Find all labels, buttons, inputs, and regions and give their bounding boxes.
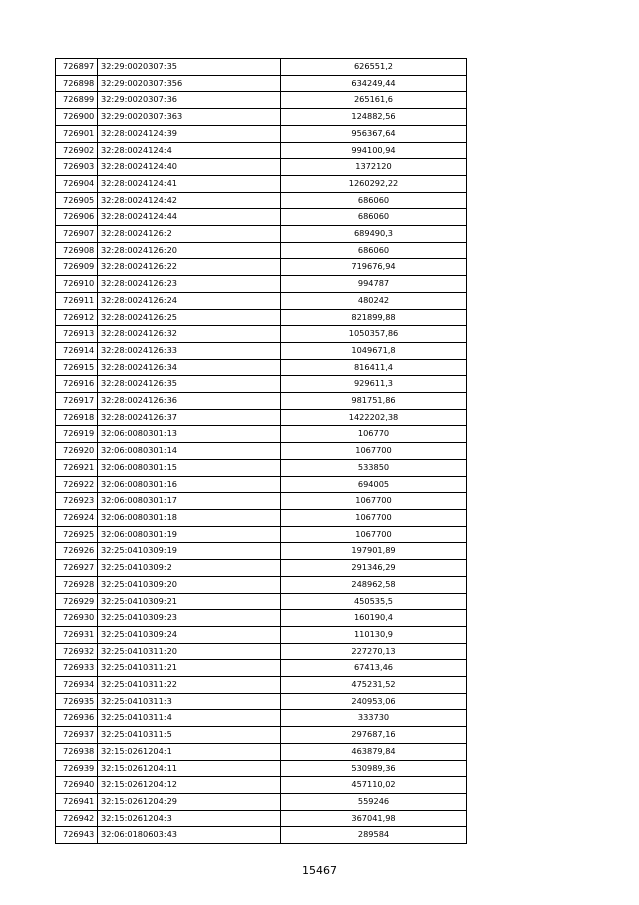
table-row: [56, 326, 467, 343]
table-row: [56, 777, 467, 794]
table-row: [56, 760, 467, 777]
table-row: [56, 710, 467, 727]
table-row: [56, 125, 467, 142]
cadastral-value-cell: 291346,29: [281, 560, 467, 577]
row-number-cell: 726929: [56, 593, 98, 610]
cadastral-number-cell: 32:28:0024126:36: [98, 393, 281, 410]
cadastral-number-cell: 32:06:0080301:18: [98, 509, 281, 526]
cadastral-number-cell: 32:28:0024124:41: [98, 175, 281, 192]
table-row: [56, 309, 467, 326]
cadastral-value-cell: 197901,89: [281, 543, 467, 560]
row-number-cell: 726926: [56, 543, 98, 560]
row-number-cell: 726905: [56, 192, 98, 209]
cadastral-number-cell: 32:29:0020307:35: [98, 59, 281, 76]
cadastral-value-cell: 1049671,8: [281, 342, 467, 359]
table-row: [56, 727, 467, 744]
cadastral-number-cell: 32:25:0410309:19: [98, 543, 281, 560]
row-number-cell: 726921: [56, 459, 98, 476]
cadastral-value-cell: 686060: [281, 242, 467, 259]
row-number-cell: 726902: [56, 142, 98, 159]
cadastral-value-cell: 929611,3: [281, 376, 467, 393]
table-row: [56, 226, 467, 243]
cadastral-value-cell: 265161,6: [281, 92, 467, 109]
row-number-cell: 726923: [56, 493, 98, 510]
table-row: [56, 660, 467, 677]
table-row: [56, 643, 467, 660]
cadastral-number-cell: 32:28:0024126:22: [98, 259, 281, 276]
cadastral-number-cell: 32:06:0080301:14: [98, 443, 281, 460]
cadastral-value-cell: 240953,06: [281, 693, 467, 710]
cadastral-value-cell: 1050357,86: [281, 326, 467, 343]
row-number-cell: 726922: [56, 476, 98, 493]
cadastral-value-cell: 1372120: [281, 159, 467, 176]
cadastral-value-cell: 67413,46: [281, 660, 467, 677]
row-number-cell: 726901: [56, 125, 98, 142]
cadastral-number-cell: 32:28:0024126:23: [98, 276, 281, 293]
table-row: [56, 59, 467, 76]
row-number-cell: 726942: [56, 810, 98, 827]
cadastral-value-cell: 463879,84: [281, 743, 467, 760]
table-row: [56, 509, 467, 526]
row-number-cell: 726911: [56, 292, 98, 309]
cadastral-value-cell: 530989,36: [281, 760, 467, 777]
table-row: [56, 827, 467, 844]
table-row: [56, 743, 467, 760]
cadastral-number-cell: 32:28:0024126:35: [98, 376, 281, 393]
table-row: [56, 242, 467, 259]
row-number-cell: 726913: [56, 326, 98, 343]
table-row: [56, 677, 467, 694]
row-number-cell: 726928: [56, 576, 98, 593]
table-row: [56, 810, 467, 827]
cadastral-number-cell: 32:29:0020307:36: [98, 92, 281, 109]
row-number-cell: 726907: [56, 226, 98, 243]
row-number-cell: 726904: [56, 175, 98, 192]
table-row: [56, 292, 467, 309]
table-row: [56, 576, 467, 593]
cadastral-number-cell: 32:25:0410311:21: [98, 660, 281, 677]
cadastral-number-cell: 32:28:0024126:24: [98, 292, 281, 309]
table-row: [56, 693, 467, 710]
row-number-cell: 726916: [56, 376, 98, 393]
cadastral-number-cell: 32:25:0410309:21: [98, 593, 281, 610]
cadastral-value-cell: 994100,94: [281, 142, 467, 159]
cadastral-number-cell: 32:25:0410309:23: [98, 610, 281, 627]
cadastral-number-cell: 32:28:0024124:4: [98, 142, 281, 159]
table-row: [56, 259, 467, 276]
cadastral-value-cell: 1260292,22: [281, 175, 467, 192]
cadastral-value-cell: 694005: [281, 476, 467, 493]
cadastral-number-cell: 32:06:0080301:19: [98, 526, 281, 543]
cadastral-value-cell: 248962,58: [281, 576, 467, 593]
table-row: [56, 75, 467, 92]
cadastral-number-cell: 32:28:0024124:39: [98, 125, 281, 142]
cadastral-value-cell: 981751,86: [281, 393, 467, 410]
row-number-cell: 726941: [56, 793, 98, 810]
cadastral-number-cell: 32:25:0410309:2: [98, 560, 281, 577]
row-number-cell: 726900: [56, 109, 98, 126]
row-number-cell: 726940: [56, 777, 98, 794]
cadastral-number-cell: 32:28:0024124:42: [98, 192, 281, 209]
cadastral-value-cell: 816411,4: [281, 359, 467, 376]
table-row: [56, 543, 467, 560]
cadastral-value-cell: 686060: [281, 209, 467, 226]
table-row: [56, 209, 467, 226]
cadastral-number-cell: 32:29:0020307:363: [98, 109, 281, 126]
cadastral-number-cell: 32:25:0410311:5: [98, 727, 281, 744]
table-row: [56, 526, 467, 543]
cadastral-value-cell: 1067700: [281, 443, 467, 460]
table-row: [56, 560, 467, 577]
cadastral-number-cell: 32:25:0410311:22: [98, 677, 281, 694]
row-number-cell: 726906: [56, 209, 98, 226]
cadastral-number-cell: 32:15:0261204:12: [98, 777, 281, 794]
table-row: [56, 109, 467, 126]
row-number-cell: 726912: [56, 309, 98, 326]
cadastral-number-cell: 32:28:0024126:32: [98, 326, 281, 343]
cadastral-value-cell: 450535,5: [281, 593, 467, 610]
cadastral-number-cell: 32:25:0410311:3: [98, 693, 281, 710]
cadastral-value-cell: 719676,94: [281, 259, 467, 276]
cadastral-number-cell: 32:25:0410309:20: [98, 576, 281, 593]
table-row: [56, 409, 467, 426]
row-number-cell: 726898: [56, 75, 98, 92]
cadastral-value-cell: 475231,52: [281, 677, 467, 694]
table-body: [56, 59, 467, 844]
cadastral-number-cell: 32:06:0080301:16: [98, 476, 281, 493]
row-number-cell: 726938: [56, 743, 98, 760]
cadastral-number-cell: 32:06:0080301:17: [98, 493, 281, 510]
cadastral-number-cell: 32:25:0410311:20: [98, 643, 281, 660]
row-number-cell: 726937: [56, 727, 98, 744]
row-number-cell: 726914: [56, 342, 98, 359]
cadastral-number-cell: 32:15:0261204:1: [98, 743, 281, 760]
table-row: [56, 459, 467, 476]
table-row: [56, 359, 467, 376]
row-number-cell: 726909: [56, 259, 98, 276]
row-number-cell: 726920: [56, 443, 98, 460]
cadastral-value-cell: 1422202,38: [281, 409, 467, 426]
table-row: [56, 192, 467, 209]
row-number-cell: 726925: [56, 526, 98, 543]
cadastral-number-cell: 32:28:0024126:20: [98, 242, 281, 259]
table-row: [56, 342, 467, 359]
cadastral-value-cell: 686060: [281, 192, 467, 209]
table-row: [56, 159, 467, 176]
row-number-cell: 726931: [56, 626, 98, 643]
table-row: [56, 493, 467, 510]
row-number-cell: 726936: [56, 710, 98, 727]
row-number-cell: 726927: [56, 560, 98, 577]
table-row: [56, 92, 467, 109]
cadastral-value-cell: 297687,16: [281, 727, 467, 744]
cadastral-number-cell: 32:29:0020307:356: [98, 75, 281, 92]
table-row: [56, 626, 467, 643]
cadastral-number-cell: 32:28:0024126:34: [98, 359, 281, 376]
row-number-cell: 726897: [56, 59, 98, 76]
row-number-cell: 726934: [56, 677, 98, 694]
cadastral-value-cell: 956367,64: [281, 125, 467, 142]
cadastral-value-cell: 634249,44: [281, 75, 467, 92]
cadastral-number-cell: 32:15:0261204:3: [98, 810, 281, 827]
cadastral-value-cell: 626551,2: [281, 59, 467, 76]
table-row: [56, 142, 467, 159]
row-number-cell: 726930: [56, 610, 98, 627]
cadastral-value-cell: 994787: [281, 276, 467, 293]
row-number-cell: 726910: [56, 276, 98, 293]
row-number-cell: 726919: [56, 426, 98, 443]
cadastral-value-cell: 160190,4: [281, 610, 467, 627]
cadastral-number-cell: 32:28:0024126:37: [98, 409, 281, 426]
table-row: [56, 610, 467, 627]
row-number-cell: 726933: [56, 660, 98, 677]
cadastral-number-cell: 32:28:0024126:33: [98, 342, 281, 359]
cadastral-value-cell: 227270,13: [281, 643, 467, 660]
cadastral-value-cell: 1067700: [281, 509, 467, 526]
table-row: [56, 443, 467, 460]
row-number-cell: 726915: [56, 359, 98, 376]
row-number-cell: 726903: [56, 159, 98, 176]
cadastral-value-cell: 367041,98: [281, 810, 467, 827]
table-row: [56, 793, 467, 810]
table-row: [56, 175, 467, 192]
cadastral-value-cell: 821899,88: [281, 309, 467, 326]
row-number-cell: 726943: [56, 827, 98, 844]
cadastral-number-cell: 32:15:0261204:29: [98, 793, 281, 810]
row-number-cell: 726899: [56, 92, 98, 109]
row-number-cell: 726939: [56, 760, 98, 777]
page-number: 15467: [302, 864, 337, 877]
cadastral-value-cell: 124882,56: [281, 109, 467, 126]
row-number-cell: 726917: [56, 393, 98, 410]
cadastral-value-cell: 559246: [281, 793, 467, 810]
table-row: [56, 476, 467, 493]
cadastral-number-cell: 32:06:0080301:15: [98, 459, 281, 476]
cadastral-value-cell: 1067700: [281, 493, 467, 510]
cadastral-value-cell: 689490,3: [281, 226, 467, 243]
row-number-cell: 726935: [56, 693, 98, 710]
cadastral-value-table: [55, 58, 467, 844]
row-number-cell: 726932: [56, 643, 98, 660]
cadastral-value-cell: 533850: [281, 459, 467, 476]
cadastral-value-cell: 480242: [281, 292, 467, 309]
cadastral-value-cell: 333730: [281, 710, 467, 727]
table-row: [56, 426, 467, 443]
row-number-cell: 726918: [56, 409, 98, 426]
cadastral-number-cell: 32:28:0024126:25: [98, 309, 281, 326]
cadastral-number-cell: 32:28:0024126:2: [98, 226, 281, 243]
row-number-cell: 726908: [56, 242, 98, 259]
cadastral-value-cell: 106770: [281, 426, 467, 443]
cadastral-number-cell: 32:06:0080301:13: [98, 426, 281, 443]
cadastral-value-cell: 457110,02: [281, 777, 467, 794]
cadastral-number-cell: 32:25:0410309:24: [98, 626, 281, 643]
cadastral-number-cell: 32:06:0180603:43: [98, 827, 281, 844]
table-row: [56, 376, 467, 393]
row-number-cell: 726924: [56, 509, 98, 526]
cadastral-value-cell: 110130,9: [281, 626, 467, 643]
cadastral-number-cell: 32:28:0024124:44: [98, 209, 281, 226]
cadastral-number-cell: 32:15:0261204:11: [98, 760, 281, 777]
table-row: [56, 276, 467, 293]
cadastral-number-cell: 32:25:0410311:4: [98, 710, 281, 727]
cadastral-value-cell: 289584: [281, 827, 467, 844]
cadastral-number-cell: 32:28:0024124:40: [98, 159, 281, 176]
table-row: [56, 393, 467, 410]
table-row: [56, 593, 467, 610]
cadastral-value-cell: 1067700: [281, 526, 467, 543]
